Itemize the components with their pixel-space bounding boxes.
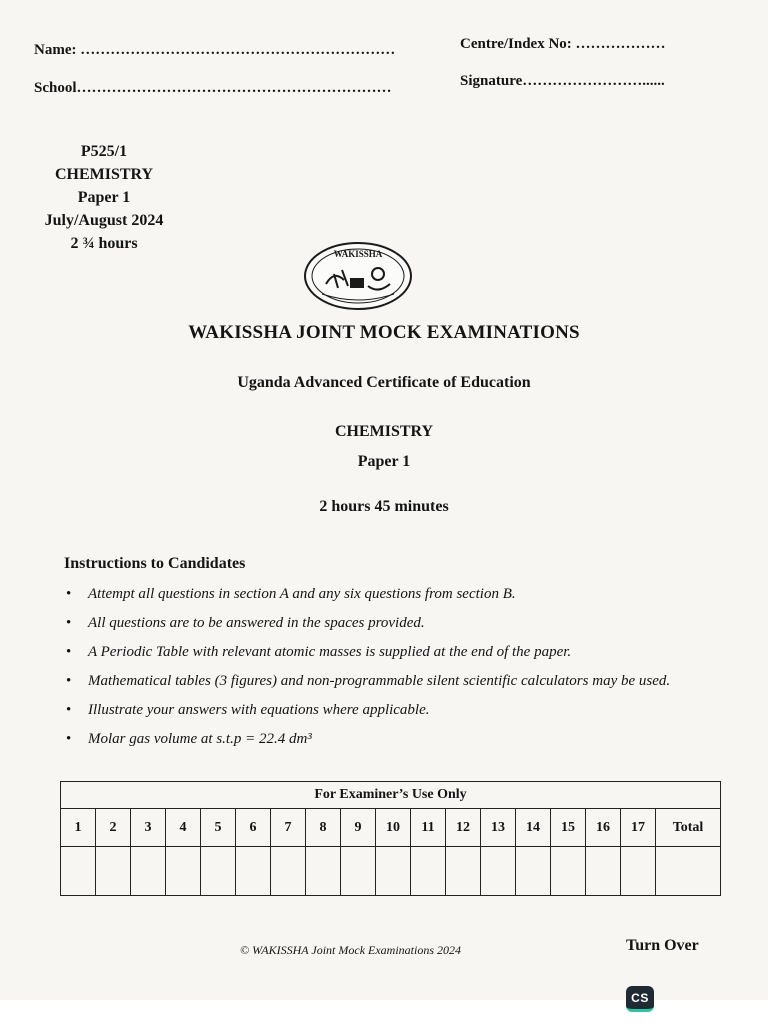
score-cell bbox=[341, 847, 376, 896]
score-cell bbox=[376, 847, 411, 896]
score-cell bbox=[586, 847, 621, 896]
turn-over-label: Turn Over bbox=[626, 937, 699, 954]
question-number-cell: 16 bbox=[586, 809, 621, 847]
question-number-cell: 6 bbox=[236, 809, 271, 847]
exam-main-title: WAKISSHA JOINT MOCK EXAMINATIONS bbox=[188, 322, 580, 343]
school-field-label: School……………………………………………………… bbox=[34, 80, 392, 96]
paper-code: P525/1 bbox=[80, 143, 128, 160]
score-cell bbox=[271, 847, 306, 896]
examiner-table-score-row bbox=[61, 847, 721, 896]
score-cell bbox=[446, 847, 481, 896]
score-cell bbox=[306, 847, 341, 896]
instruction-item: • Molar gas volume at s.t.p = 22.4 dm³ bbox=[64, 725, 704, 754]
paper-info-block bbox=[30, 140, 178, 255]
total-score-cell bbox=[656, 847, 721, 896]
instruction-item: • All questions are to be answered in the spaces provided. bbox=[64, 609, 704, 638]
paper-session: July/August 2024 bbox=[44, 212, 164, 229]
instruction-item: • A Periodic Table with relevant atomic masses is supplied at the end of the paper. bbox=[64, 638, 704, 667]
duration-title: 2 hours 45 minutes bbox=[319, 498, 449, 515]
question-number-cell: 5 bbox=[201, 809, 236, 847]
question-number-cell: 11 bbox=[411, 809, 446, 847]
question-number-cell: 4 bbox=[166, 809, 201, 847]
examiner-use-table bbox=[60, 781, 721, 896]
score-cell bbox=[551, 847, 586, 896]
subject-title: CHEMISTRY bbox=[334, 423, 434, 440]
paper-number: Paper 1 bbox=[77, 189, 131, 206]
score-cell bbox=[61, 847, 96, 896]
paper-subject: CHEMISTRY bbox=[54, 166, 154, 183]
paper-duration: 2 ¾ hours bbox=[70, 235, 138, 252]
instructions-heading: Instructions to Candidates bbox=[64, 555, 246, 572]
score-cell bbox=[481, 847, 516, 896]
question-number-cell: 14 bbox=[516, 809, 551, 847]
question-number-cell: 17 bbox=[621, 809, 656, 847]
score-cell bbox=[411, 847, 446, 896]
paper-title: Paper 1 bbox=[357, 453, 411, 470]
instruction-item: • Attempt all questions in section A and any six questions from section B. bbox=[64, 580, 704, 609]
copyright-footer: © WAKISSHA Joint Mock Examinations 2024 bbox=[240, 943, 462, 957]
score-cell bbox=[621, 847, 656, 896]
question-number-cell: 7 bbox=[271, 809, 306, 847]
name-field-label: Name: ……………………………………………………… bbox=[34, 42, 396, 58]
question-number-cell: 9 bbox=[341, 809, 376, 847]
question-number-cell: 2 bbox=[96, 809, 131, 847]
badge-text: CS bbox=[631, 990, 649, 1005]
wakissha-logo bbox=[302, 240, 414, 312]
instruction-item: • Mathematical tables (3 figures) and non-programmable silent scientific calculators may be used. bbox=[64, 667, 704, 696]
examiner-table-title: For Examiner’s Use Only bbox=[61, 782, 721, 809]
question-number-cell: 8 bbox=[306, 809, 341, 847]
question-number-cell: 1 bbox=[61, 809, 96, 847]
total-cell: Total bbox=[656, 809, 721, 847]
score-cell bbox=[166, 847, 201, 896]
score-cell bbox=[96, 847, 131, 896]
centre-index-field-label: Centre/Index No: ……………… bbox=[460, 36, 666, 52]
question-number-cell: 3 bbox=[131, 809, 166, 847]
score-cell bbox=[236, 847, 271, 896]
question-number-cell: 10 bbox=[376, 809, 411, 847]
question-number-cell: 12 bbox=[446, 809, 481, 847]
score-cell bbox=[201, 847, 236, 896]
score-cell bbox=[131, 847, 166, 896]
examiner-table-header-row bbox=[61, 809, 721, 847]
camscanner-badge-icon bbox=[626, 986, 654, 1012]
instruction-item: • Illustrate your answers with equations where applicable. bbox=[64, 696, 704, 725]
score-cell bbox=[516, 847, 551, 896]
question-number-cell: 13 bbox=[481, 809, 516, 847]
instructions-list bbox=[64, 580, 704, 754]
question-number-cell: 15 bbox=[551, 809, 586, 847]
certificate-title: Uganda Advanced Certificate of Education bbox=[237, 374, 531, 391]
signature-field-label: Signature……………………...... bbox=[460, 73, 665, 89]
logo-text: WAKISSHA bbox=[333, 249, 383, 259]
